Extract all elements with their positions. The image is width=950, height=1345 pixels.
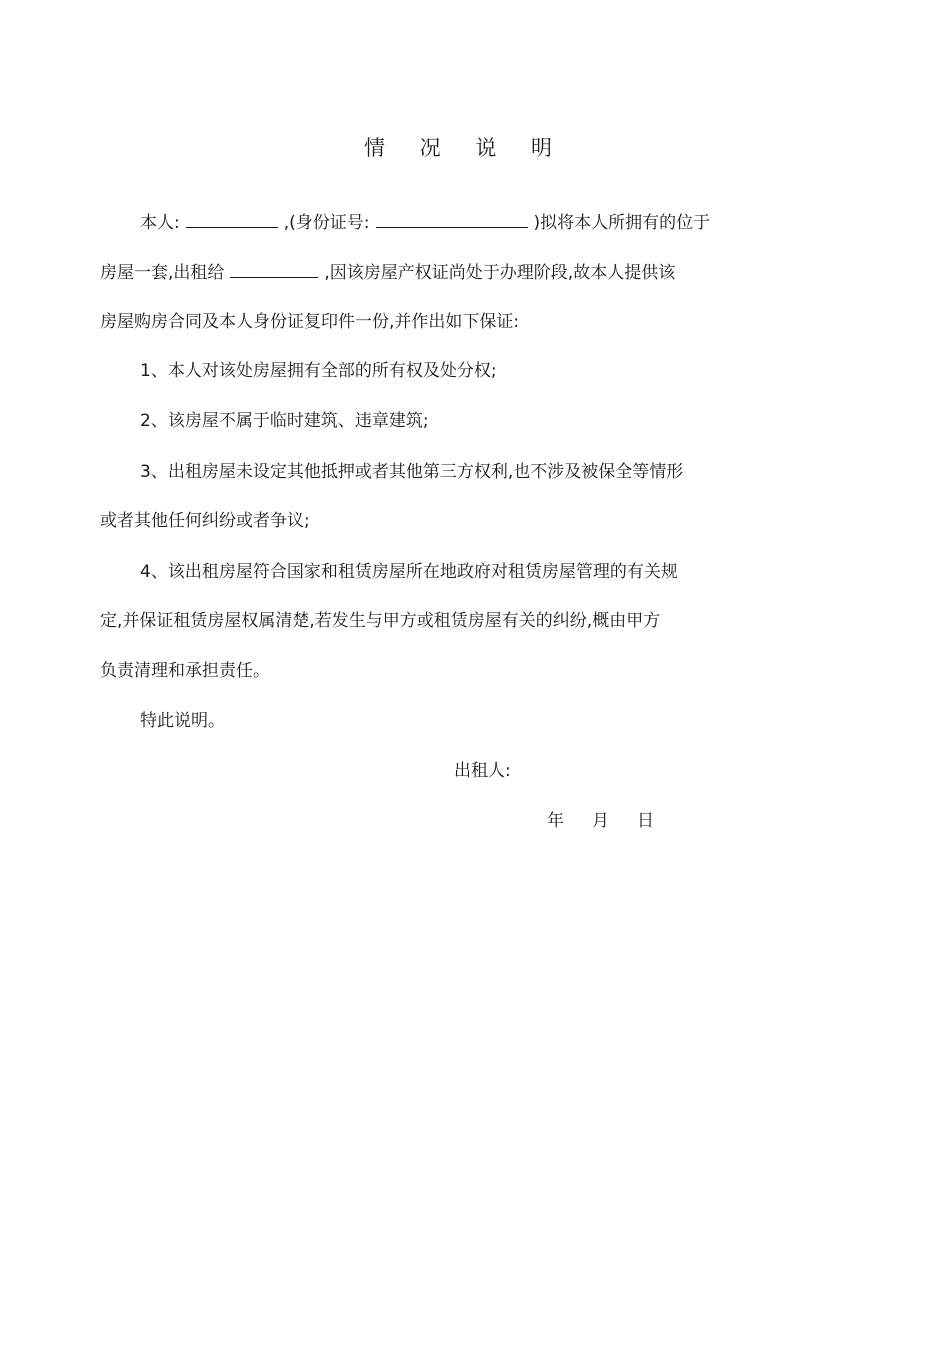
lessor-signature-label: 出租人: — [454, 761, 511, 781]
guarantee-item-3-line-1: 3、出租房屋未设定其他抵押或者其他第三方权利,也不涉及被保全等情形 — [140, 462, 684, 482]
owner-name-blank — [186, 209, 278, 228]
tenant-name-blank — [230, 259, 318, 278]
intro-line-3: 房屋购房合同及本人身份证复印件一份,并作出如下保证: — [100, 312, 520, 332]
guarantee-item-4-line-3: 负责清理和承担责任。 — [100, 661, 270, 681]
owner-label: 本人: — [140, 213, 180, 233]
date-day-label: 日 — [637, 811, 654, 831]
intro-line-2-tail: ,因该房屋产权证尚处于办理阶段,故本人提供该 — [324, 263, 676, 283]
intro-line-1-tail: )拟将本人所拥有的位于 — [533, 213, 711, 233]
date-year-label: 年 — [547, 811, 564, 831]
date-month-label: 月 — [592, 811, 609, 831]
guarantee-item-1: 1、本人对该处房屋拥有全部的所有权及处分权; — [140, 361, 497, 381]
guarantee-item-4-line-1: 4、该出租房屋符合国家和租赁房屋所在地政府对租赁房屋管理的有关规 — [140, 562, 678, 582]
id-number-label: ,(身份证号: — [283, 213, 370, 233]
intro-line-1 — [140, 209, 710, 235]
closing-statement: 特此说明。 — [140, 711, 225, 731]
id-number-blank — [376, 209, 528, 228]
guarantee-item-3-line-2: 或者其他任何纠纷或者争议; — [100, 511, 310, 531]
intro-line-2 — [100, 259, 675, 285]
guarantee-item-2: 2、该房屋不属于临时建筑、违章建筑; — [140, 411, 429, 431]
document-title: 情 况 说 明 — [363, 136, 567, 160]
guarantee-item-4-line-2: 定,并保证租赁房屋权属清楚,若发生与甲方或租赁房屋有关的纠纷,概由甲方 — [100, 611, 661, 631]
signature-date — [547, 809, 654, 833]
rent-to-label: 房屋一套,出租给 — [100, 263, 225, 283]
